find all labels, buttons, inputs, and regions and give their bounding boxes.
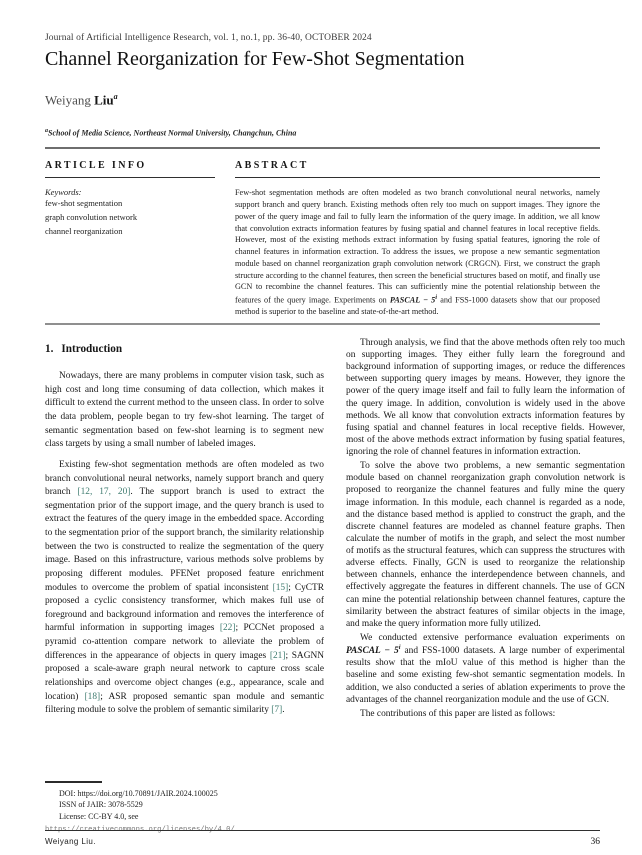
text-segment: We conducted extensive performance evaluation experiments on xyxy=(360,632,625,643)
keyword-item: few-shot segmentation xyxy=(45,198,123,209)
section-heading-introduction xyxy=(45,341,324,357)
affiliation-mark: a xyxy=(45,128,48,135)
page-content xyxy=(45,0,625,837)
text-segment: . xyxy=(282,705,285,716)
page-title: Channel Reorganization for Few-Shot Segmentation xyxy=(45,48,465,70)
text-segment: Existing few-shot segmentation methods are often modeled as two branch convolutional neural networks, namely support branch and query branch xyxy=(45,459,324,498)
body-paragraph: Through analysis, we find that the above methods often rely too much on supporting images. They either fully learn the foreground and background information of supporting images, or reduce the differences between supporting query images by means. However, they ignore the power of the query image itself and fail to fully learn the information of the query image. In addition, convolution is widely used in the above methods. We all know that convolution extracts information features by fusing spatial and channel features in local receptive fields. However, most of the above methods extract information by fusing spatial features, ignoring the role of channel features in information extraction. xyxy=(346,337,625,458)
text-segment: i xyxy=(398,644,401,652)
text-segment: PASCAL − 5 xyxy=(389,295,436,305)
body-paragraph xyxy=(346,632,625,706)
citation-link[interactable]: [21] xyxy=(269,650,286,661)
page-footer xyxy=(45,830,600,848)
text-segment: Few-shot segmentation methods are often modeled as two branch convolutional neural networks, namely support branch and query branch. Existing methods often rely too much on support images. They ignore the power of the query image and fail to fully learn the information of the query image. In addition, we all know that convolution extracts information features by fusing spatial and channel features in local receptive fields. However, most of the existing methods extract information by fusing spatial features, ignoring the role of channel features in information extraction. To address the issues, we propose a new semantic segmentation module based on channel reorganization graph convolution network (CRGCN). First, we construct the graph structure according to the channel features, then screen the beneficial structures based on motif, and finally use GCN to recombine the channel features. This can sufficiently mine the potential relationship between the features of the query image. Experiments on xyxy=(235,188,600,305)
footer-row xyxy=(45,837,600,847)
text-segment: ; PCCNet proposed a pyramid co-attention compare network to alleviate the problem of differences in the appearance of objects in query images xyxy=(45,623,324,661)
article-info-heading: ARTICLE INFO xyxy=(45,159,147,171)
footer-divider xyxy=(45,830,600,832)
text-segment: ; ASR proposed semantic span module and semantic filtering module to solve the problem of semantic similarity xyxy=(45,691,324,716)
abstract-rule xyxy=(235,177,600,179)
body-right-column xyxy=(346,337,625,837)
author-last-name: Liu xyxy=(94,92,114,108)
text-segment: i xyxy=(435,293,438,301)
author-line xyxy=(45,92,600,108)
footnote-block xyxy=(45,781,324,835)
keywords-label: Keywords: xyxy=(45,187,82,198)
body-left-column xyxy=(45,337,324,837)
footnote-issn-line: ISSN of JAIR: 3078-5529 xyxy=(59,800,143,810)
paper-body xyxy=(45,337,625,837)
body-paragraph: The contributions of this paper are listed as follows: xyxy=(360,708,556,719)
affiliation-line xyxy=(45,128,600,138)
text-segment: and FSS-1000 datasets show that our proposed method is superior to the baseline and state-of-the-art method. xyxy=(235,295,600,317)
keyword-item: graph convolution network xyxy=(45,212,138,223)
citation-link[interactable]: [15] xyxy=(272,582,289,593)
citation-link[interactable]: [18] xyxy=(84,691,101,702)
section-number: 1. xyxy=(45,342,54,355)
footnote-doi-line[interactable]: DOI: https://doi.org/10.70891/JAIR.2024.100025 xyxy=(59,788,218,798)
body-paragraph: To solve the above two problems, a new semantic segmentation module based on channel reorganization graph convolution network is proposed to reorganize the channel features and fully mine the query image information. In this module, each channel is regarded as a node, and the distance based method is applied to construct the graph, and the discrete channel features are modeled as channel feature graphs. Then calculate the number of motifs in the graph, and select the most number of motifs as the structural features, which can suppress the structures with adverse effects. Finally, GCN is used to reorganize the relationship between channels, enhance the interdependence between channels, and effectively aggregate the features in different channels. The use of GCN can mine the potential relationship between channel features, capture the similarity between the abstract features of similar objects in the image, and make the query information more fully utilized. xyxy=(346,461,625,629)
abstract-column xyxy=(235,160,600,318)
author-first-name: Weiyang xyxy=(45,92,95,108)
citation-link[interactable]: [7] xyxy=(271,705,283,716)
info-abstract-section xyxy=(45,160,600,318)
citation-link[interactable]: [22] xyxy=(219,623,236,634)
abstract-body-divider xyxy=(45,323,600,325)
text-segment: ; CyCTR proposed a cyclic consistency transformer, which makes full use of foreground and background information and removes the interference of harmful information in supporting images xyxy=(45,582,324,634)
text-segment: and FSS-1000 datasets. A large number of experimental results show that the mIoU value of this method is higher than the baseline and some existing few-shot semantic segmentation models. In addition, we also conducted a series of ablation experiments to prove the advantages of the channel reorganization module and the use of GCN. xyxy=(346,646,625,705)
body-paragraph: Nowadays, there are many problems in computer vision task, such as high cost and long time consuming of data collection, which makes it difficult to extend the current method to the unseen class. In order to solve the data problem, people began to try few-shot learning. The target of semantic segmentation based on few-shot learning is to segment new class targets by using a small number of labeled images. xyxy=(45,371,324,450)
text-segment: ; SAGNN proposed a scale-aware graph neural network to capture cross scale relationships and overcome object changes (e.g., appearance, scale and location) xyxy=(45,650,325,702)
body-paragraph xyxy=(45,459,324,718)
text-segment: PASCAL − 5 xyxy=(346,646,399,657)
footnote-rule xyxy=(45,781,102,783)
footer-page-number: 36 xyxy=(590,837,600,847)
abstract-heading: ABSTRACT xyxy=(235,159,309,171)
keyword-item: channel reorganization xyxy=(45,225,123,236)
section-title: Introduction xyxy=(61,342,123,355)
text-segment: . The support branch is used to extract the segmentation prior of the support image, and the query branch is used to extract the features of the query image in the embedded space. According to the segmentation prior of the support branch, the similarity relationship between the two is constructed to realize the segmentation of the query image. Based on this infrastructure, various methods solve problems by proposing different modules. PFENet proposed feature enrichment modules to overcome the problem of spatial inconsistent xyxy=(45,487,324,593)
header-divider xyxy=(45,147,600,149)
text-segment: License: CC-BY 4.0, see xyxy=(59,811,139,821)
article-info-rule xyxy=(45,177,215,179)
abstract-text xyxy=(235,187,600,318)
article-info-column xyxy=(45,160,215,318)
citation-link[interactable]: [12, 17, 20] xyxy=(77,487,131,498)
author-affiliation-mark: a xyxy=(113,92,118,101)
journal-header-line: Journal of Artificial Intelligence Research, vol. 1, no.1, pp. 36-40, OCTOBER 2024 xyxy=(45,33,372,43)
footer-author: Weiyang Liu. xyxy=(45,837,96,846)
affiliation-text: School of Media Science, Northeast Normal University, Changchun, China xyxy=(48,128,297,138)
